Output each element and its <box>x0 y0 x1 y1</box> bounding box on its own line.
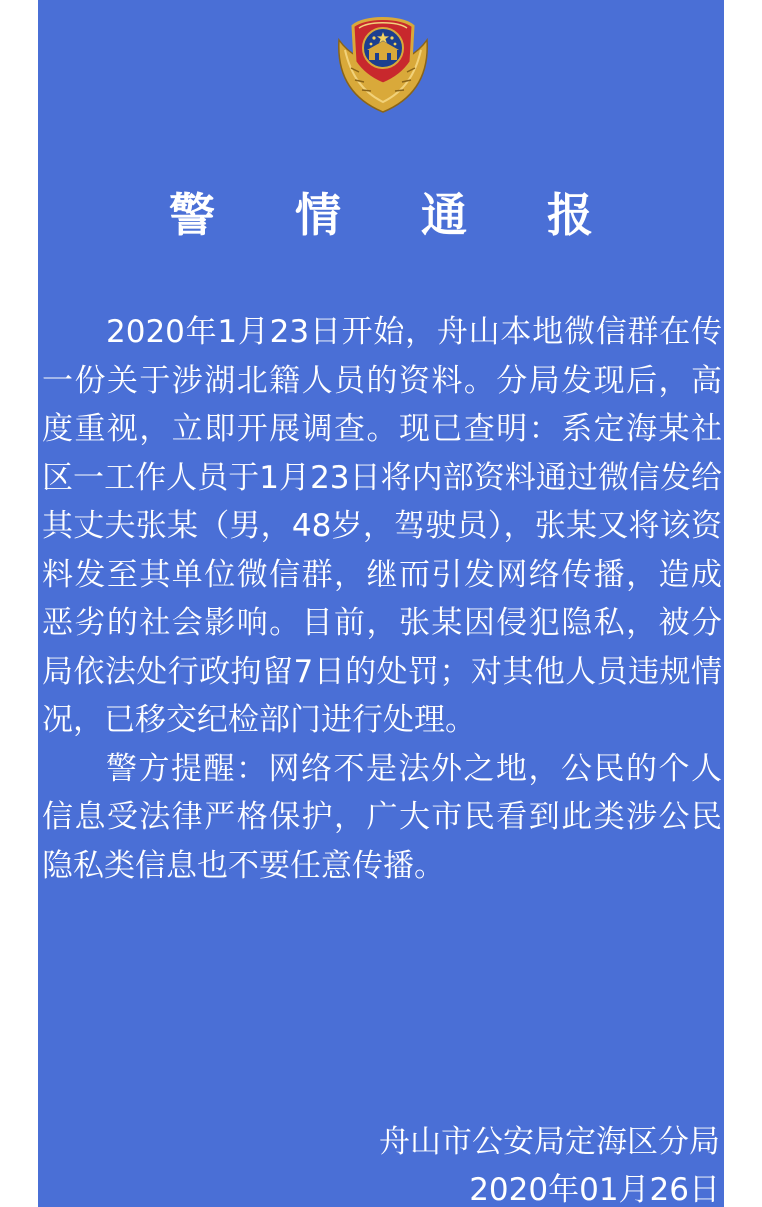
notice-paragraph: 2020年1月23日开始，舟山本地微信群在传一份关于涉湖北籍人员的资料。分局发现后，高度重视，立即开展调查。现已查明：系定海某社区一工作人员于1月23日将内部资料通过微信发给其丈夫张某（男，48岁，驾驶员），张某又将该资料发至其单位微信群，继而引发网络传播，造成恶劣的社会影响。目前，张某因侵犯隐私，被分局依法处行政拘留7日的处罚；对其他人员违规情况，已移交纪检部门进行处理。 <box>42 314 722 738</box>
notice-title: 警 情 通 报 <box>168 188 626 242</box>
police-emblem-icon <box>331 10 435 116</box>
issue-date: 2020年01月26日 <box>469 1172 720 1207</box>
notice-body <box>42 308 722 890</box>
police-reminder-paragraph: 警方提醒：网络不是法外之地，公民的个人信息受法律严格保护，广大市民看到此类涉公民隐私类信息也不要任意传播。 <box>42 750 722 884</box>
signature-block <box>379 1118 720 1207</box>
notice-panel <box>38 0 724 1207</box>
issuer-name: 舟山市公安局定海区分局 <box>379 1124 720 1160</box>
